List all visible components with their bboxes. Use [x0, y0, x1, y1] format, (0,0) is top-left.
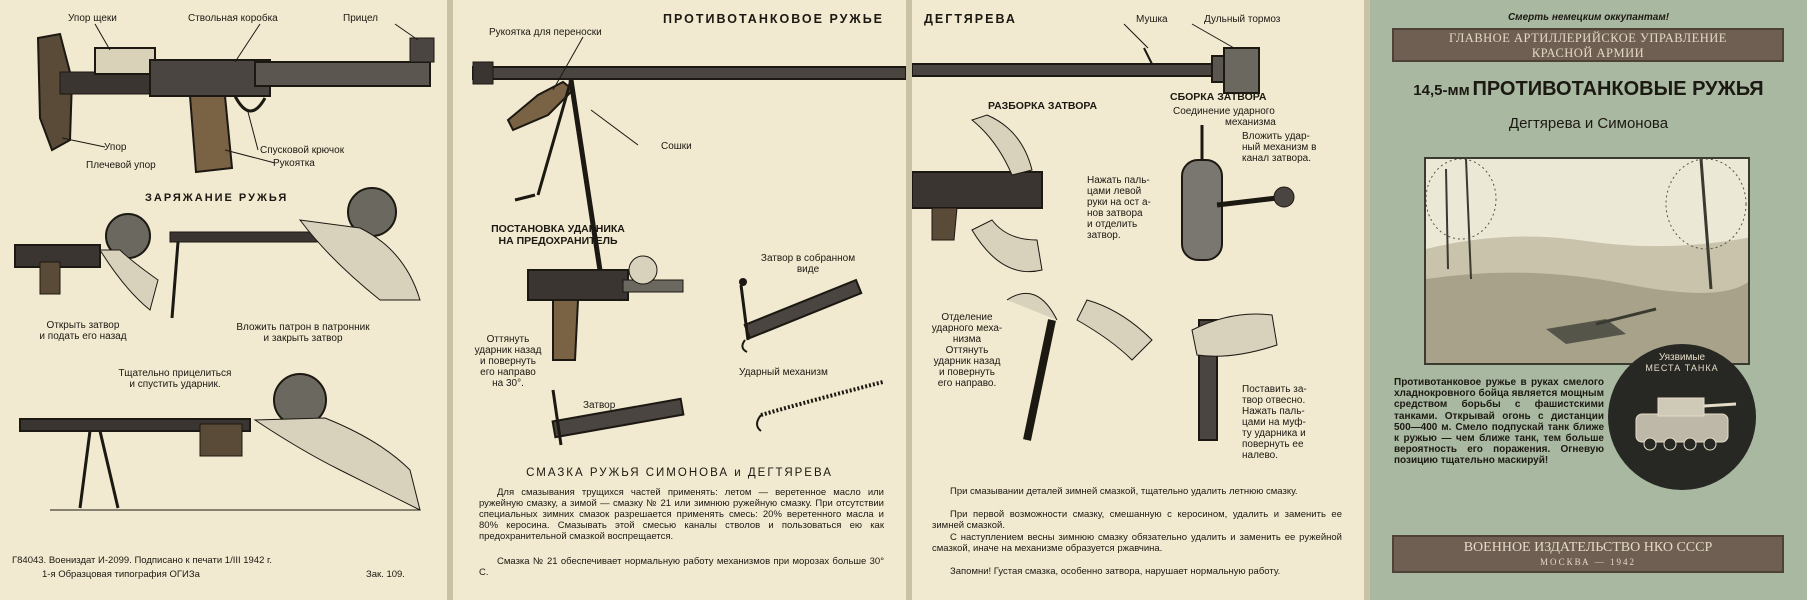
cover-battlefield-illustration [1424, 157, 1750, 365]
connect-striker-1: Соединение ударного [1173, 106, 1275, 117]
press-fingers-4: нов затвора [1087, 208, 1143, 219]
lubrication-title: СМАЗКА РУЖЬЯ СИМОНОВА и ДЕГТЯРЕВА [526, 467, 833, 479]
separation-3: низма [952, 334, 982, 345]
panel-antitank-rifle [453, 0, 906, 600]
insert-striker-1: Вложить удар- [1242, 131, 1310, 142]
vertical-bolt-3: Нажать паль- [1242, 406, 1305, 417]
cover-slogan: Смерть немецким оккупантам! [1507, 12, 1670, 23]
label-bipod: Сошки [661, 141, 692, 152]
caption-open-bolt-1: Открыть затвор [46, 320, 120, 331]
label-front-sight: Мушка [1136, 14, 1168, 25]
lube-note-1: При смазывании деталей зимней смазкой, тщательно удалить летнюю смазку. [950, 486, 1298, 497]
safety-text-5: на 30°. [492, 378, 524, 389]
panel-degtyarev [912, 0, 1364, 600]
separation-4: Оттянуть [945, 345, 989, 356]
cover-top-banner [1392, 28, 1784, 62]
insert-striker-2: ный механизм в [1242, 142, 1317, 153]
battlefield-sketch [1426, 159, 1750, 365]
safety-text-4: его направо [480, 367, 536, 378]
press-fingers-6: затвор. [1087, 230, 1121, 241]
caption-insert-round-1: Вложить патрон в патронник [236, 322, 370, 333]
label-grip: Рукоятка [273, 158, 315, 169]
lubrication-para-2: Смазка № 21 обеспечивает нормальную работу механизмов при морозах больше 30° С. [479, 556, 884, 578]
label-shoulder-rest: Плечевой упор [86, 160, 156, 171]
loading-title: ЗАРЯЖАНИЕ РУЖЬЯ [145, 192, 289, 204]
safety-text-1: Оттянуть [486, 334, 530, 345]
label-cheek-rest: Упор щеки [68, 13, 117, 24]
label-receiver: Ствольная коробка [188, 13, 278, 24]
lube-note-3: С наступлением весны зимнюю смазку обязательно удалить и заменить ее ружейной смазкой, иначе на механизме образуется ржавчина. [932, 532, 1342, 554]
vertical-bolt-1: Поставить за- [1242, 384, 1307, 395]
separation-6: и повернуть [939, 367, 995, 378]
press-fingers-3: руки на ост а- [1087, 197, 1151, 208]
caption-open-bolt-2: и подать его назад [39, 331, 127, 342]
badge-line-1: Уязвимые [1658, 352, 1706, 363]
tank-diagram [1608, 344, 1756, 490]
cover-bottom-banner [1392, 535, 1784, 573]
cover-panel [1370, 0, 1807, 600]
disassembly-title: РАЗБОРКА ЗАТВОРА [988, 100, 1098, 112]
connect-striker-2: механизма [1225, 117, 1276, 128]
press-fingers-2: цами левой [1087, 186, 1142, 197]
label-sight: Прицел [343, 13, 379, 24]
safety-text-2: ударник назад [474, 345, 542, 356]
imprint-line-2: 1-я Образцовая типография ОГИЗа [42, 569, 200, 580]
panel2-title: ПРОТИВОТАНКОВОЕ РУЖЬЕ [663, 12, 885, 26]
imprint-order: Зак. 109. [366, 569, 405, 580]
caption-insert-round-2: и закрыть затвор [263, 333, 343, 344]
label-muzzle-brake: Дульный тормоз [1204, 14, 1281, 25]
press-fingers-5: и отделить [1087, 219, 1138, 230]
vertical-bolt-7: налево. [1242, 450, 1279, 461]
label-bolt-assembled-2: виде [796, 264, 820, 275]
press-fingers-1: Нажать паль- [1087, 175, 1150, 186]
safety-title-2: НА ПРЕДОХРАНИТЕЛЬ [498, 235, 618, 247]
cover-title [1370, 78, 1807, 100]
caption-aim-2: и спустить ударник. [129, 379, 221, 390]
vertical-bolt-4: цами на муф- [1242, 417, 1306, 428]
lube-note-4: Запомни! Густая смазка, особенно затвора, нарушает нормальную работу. [950, 566, 1281, 577]
cover-subtitle: Дегтярева и Симонова [1508, 115, 1669, 132]
caption-aim-1: Тщательно прицелиться [118, 368, 232, 379]
lube-note-2: При первой возможности смазку, смешанную с керосином, удалить и заменить ее зимней смазкой. [932, 509, 1342, 531]
label-striker-mechanism: Ударный механизм [739, 367, 828, 378]
imprint-line-1: Г84043. Воениздат И-2099. Подписано к печати 1/III 1942 г. [12, 555, 272, 566]
safety-title-1: ПОСТАНОВКА УДАРНИКА [491, 223, 625, 235]
rifle-parts-illustration [0, 0, 447, 600]
vertical-bolt-5: ту ударника и [1242, 428, 1306, 439]
cover-title-caliber: 14,5-мм [1413, 82, 1470, 99]
separation-5: ударник назад [933, 356, 1001, 367]
vertical-bolt-6: повернуть ее [1242, 439, 1304, 450]
panel-rifle-parts [0, 0, 447, 600]
vulnerable-spots-badge [1608, 344, 1756, 490]
banner-top-line-1: ГЛАВНОЕ АРТИЛЛЕРИЙСКОЕ УПРАВЛЕНИЕ [1449, 31, 1727, 45]
badge-line-2: МЕСТА ТАНКА [1645, 363, 1719, 373]
label-carry-handle: Рукоятка для переноски [489, 27, 602, 38]
label-bolt-assembled-1: Затвор в собранном [760, 253, 856, 264]
insert-striker-3: канал затвора. [1242, 153, 1312, 164]
panel3-title: ДЕГТЯРЕВА [924, 12, 1017, 26]
assembly-title: СБОРКА ЗАТВОРА [1170, 91, 1267, 103]
banner-top-line-2: КРАСНОЙ АРМИИ [1531, 46, 1645, 60]
cover-body-text: Противотанковое ружье в руках смелого хладнокровного бойца является мощным средством борьбы с фашистскими танками. Открывай огонь с дистанции 500—400 м. Смело подпускай танк ближе к ружью — чем ближе танк, тем больше вероятность его поражения. Огневую позицию тщательно маскируй! [1394, 377, 1604, 467]
separation-1: Отделение [941, 312, 993, 323]
vertical-bolt-2: твор отвесно. [1242, 395, 1306, 406]
separation-7: его направо. [937, 378, 997, 389]
label-bolt: Затвор [583, 400, 616, 411]
place-year: МОСКВА — 1942 [1539, 557, 1637, 567]
label-trigger: Спусковой крючок [260, 145, 345, 156]
publisher: ВОЕННОЕ ИЗДАТЕЛЬСТВО НКО СССР [1463, 540, 1713, 555]
lubrication-para-1: Для смазывания трущихся частей применять: летом — веретенное масло или ружейную смазку, а зимой — смазку № 21 или зимнюю ружейную смазку. При отсутствии специальных зимних смазок разрешается применять смесь: 20% веретенного масла и 80% керосина. Смазывать этой смесью каналы стволов и пользоваться ею как предохранительной смазкой воспрещается. [479, 487, 884, 542]
safety-text-3: и повернуть [480, 356, 536, 367]
cover-title-main: ПРОТИВОТАНКОВЫЕ РУЖЬЯ [1472, 78, 1764, 100]
label-rest: Упор [104, 142, 127, 153]
separation-2: ударного меха- [931, 323, 1003, 334]
